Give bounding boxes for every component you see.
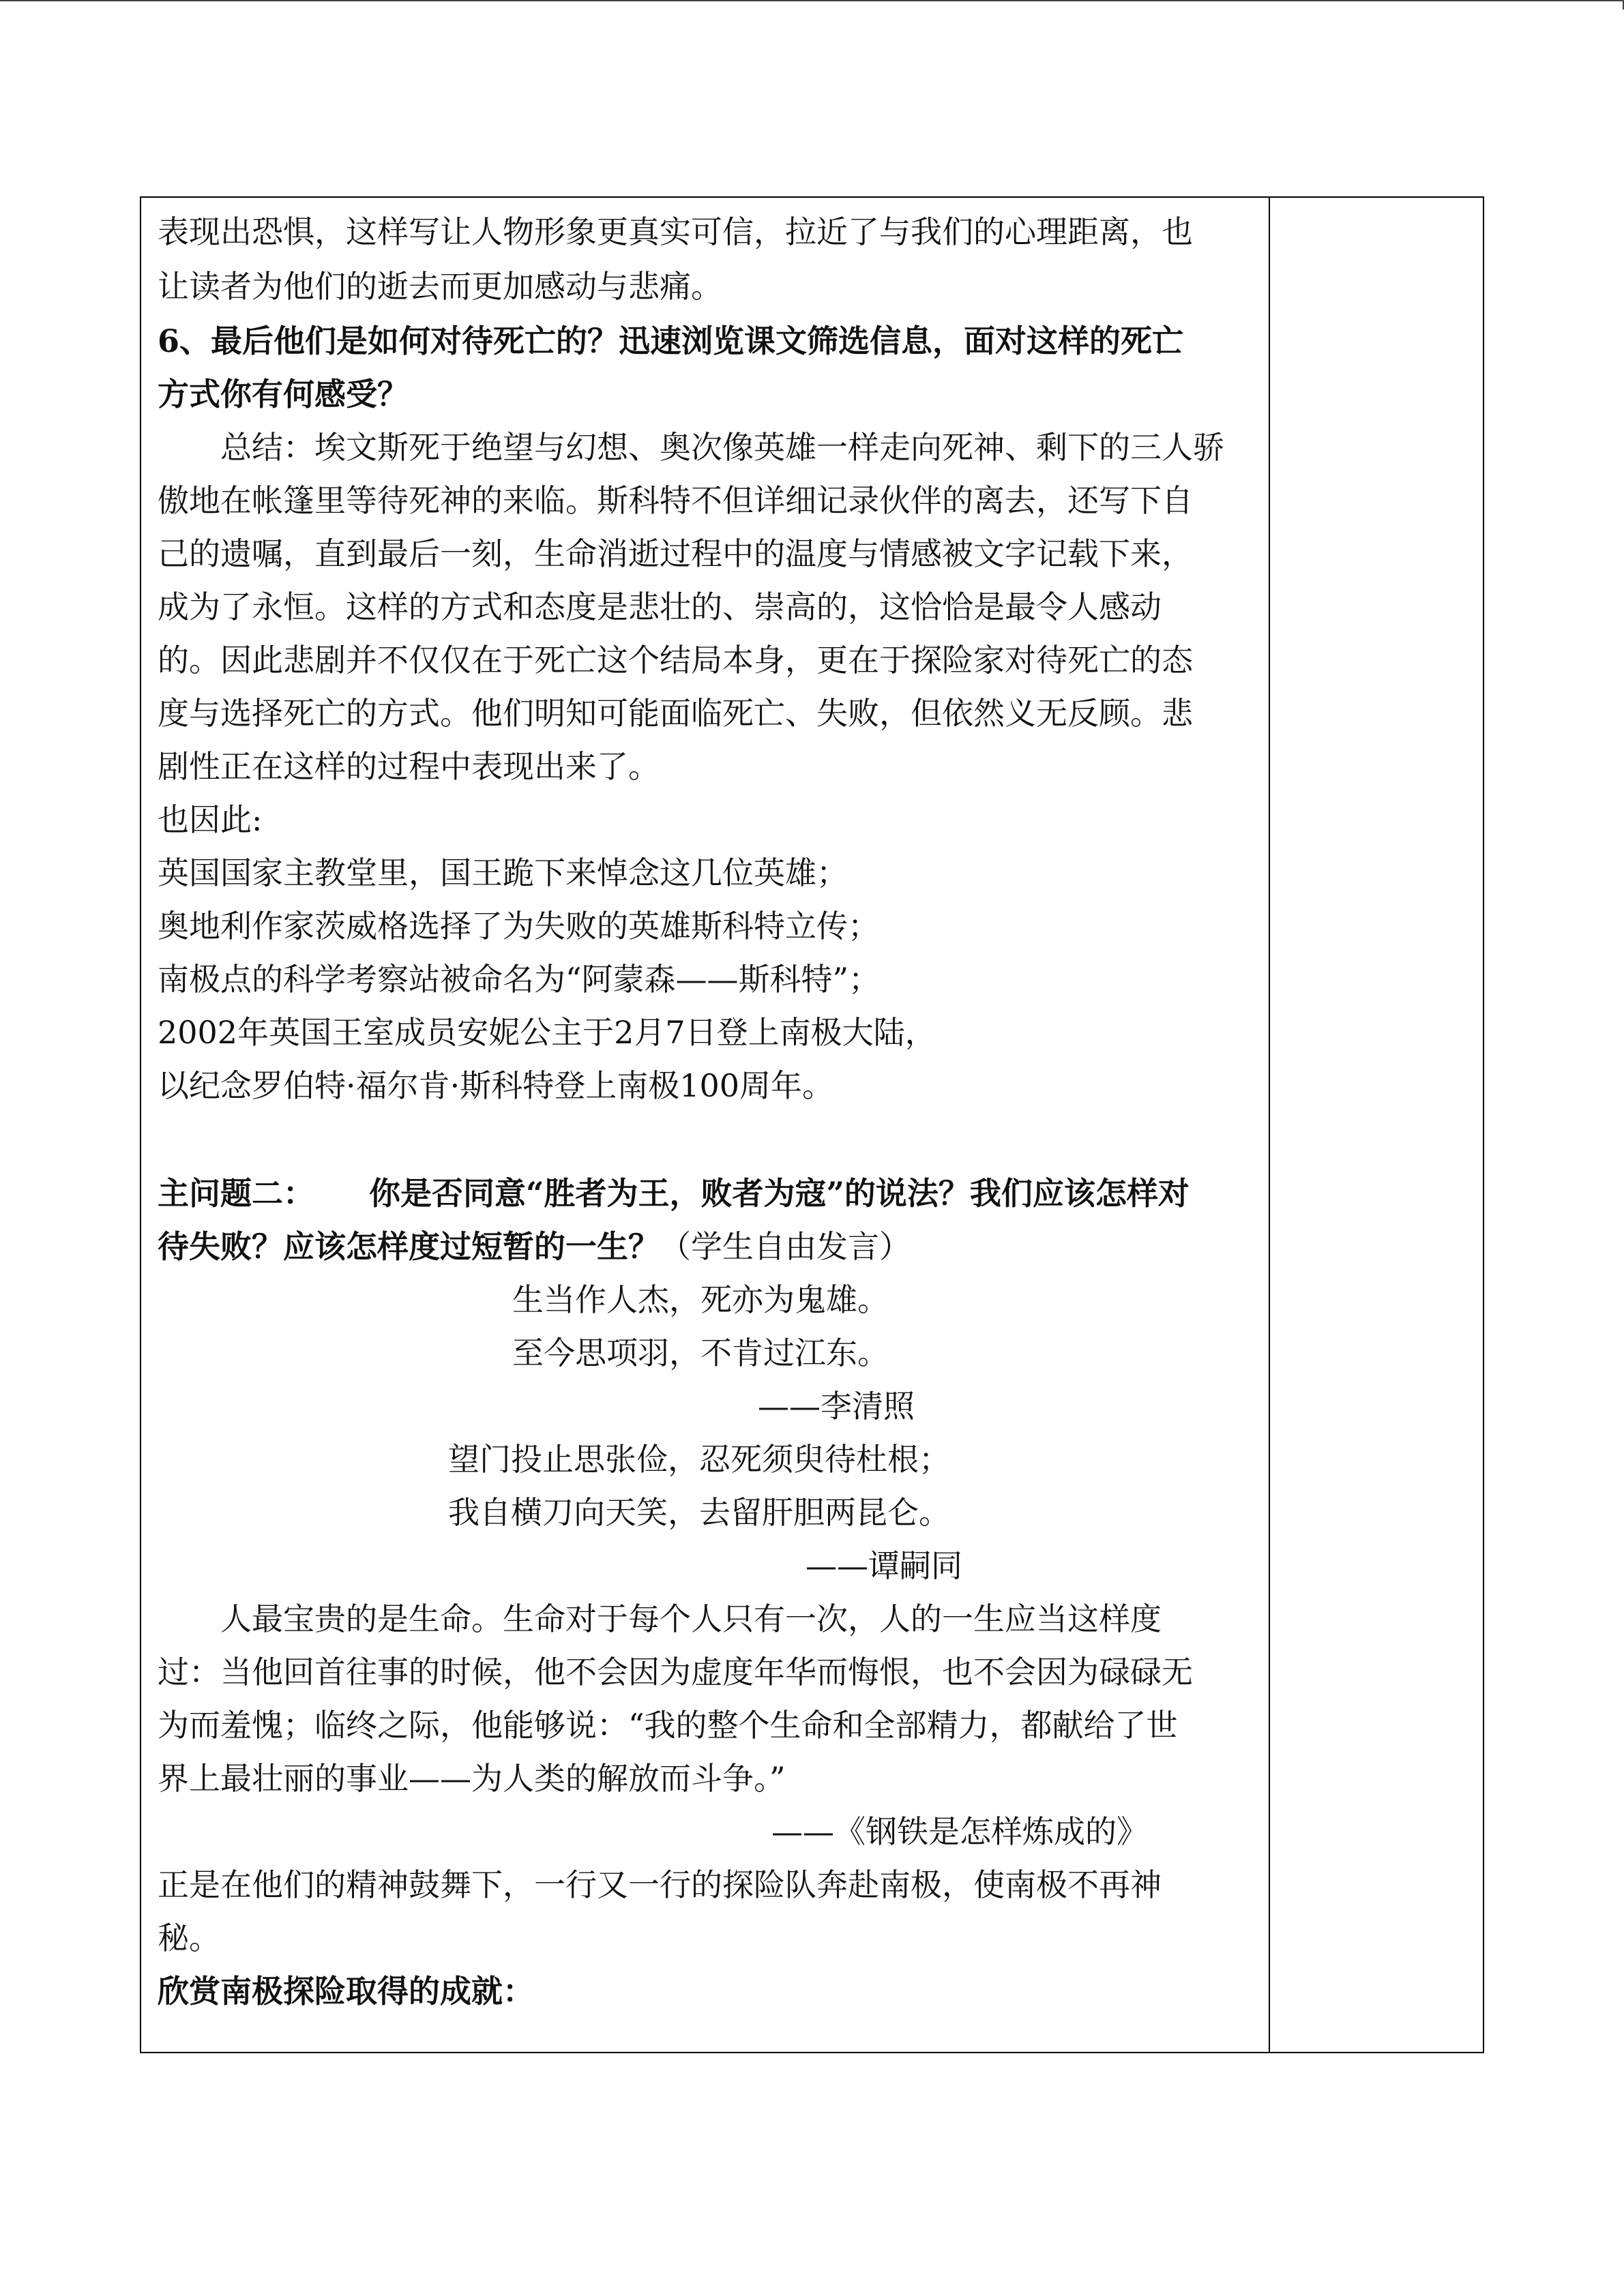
text-line: 的。因此悲剧并不仅仅在于死亡这个结局本身，更在于探险家对待死亡的态 xyxy=(158,642,1193,679)
text-line: 度与选择死亡的方式。他们明知可能面临死亡、失败，但依然义无反顾。悲 xyxy=(158,695,1193,732)
text-line: 己的遗嘱，直到最后一刻，生命消逝过程中的温度与情感被文字记载下来， xyxy=(158,535,1193,572)
main-question-text: 你是否同意“胜者为王，败者为寇”的说法？我们应该怎样对 xyxy=(369,1175,1190,1212)
quote-line: 为而羞愧；临终之际，他能够说：“我的整个生命和全部精力，都献给了世 xyxy=(158,1707,1178,1744)
student-note: （学生自由发言） xyxy=(660,1228,911,1265)
text-line: 英国国家主教堂里，国王跪下来悼念这几位英雄； xyxy=(158,854,848,891)
main-question-text: 待失败？应该怎样度过短暂的一生？ xyxy=(158,1228,660,1265)
text-line: 傲地在帐篷里等待死神的来临。斯科特不但详细记录伙伴的离去，还写下自 xyxy=(158,482,1193,519)
quote-paragraph: 人最宝贵的是生命。生命对于每个人只有一次，人的一生应当这样度 xyxy=(220,1600,1162,1637)
text-line: 以纪念罗伯特·福尔肯·斯科特登上南极100周年。 xyxy=(158,1067,834,1104)
question-heading: 方式你有何感受？ xyxy=(158,376,409,413)
lesson-plan-table xyxy=(140,196,1484,2053)
poem-author: ——李清照 xyxy=(758,1388,915,1425)
quote-line: 界上最壮丽的事业——为人类的解放而斗争。” xyxy=(158,1760,786,1797)
text-line: 成为了永恒。这样的方式和态度是悲壮的、崇高的，这恰恰是最令人感动 xyxy=(158,588,1162,625)
text-line: 南极点的科学考察站被命名为“阿蒙森——斯科特”； xyxy=(158,961,881,998)
main-question-line xyxy=(158,1226,911,1267)
text-line: 正是在他们的精神鼓舞下，一行又一行的探险队奔赴南极，使南极不再神 xyxy=(158,1866,1162,1903)
text-line: 2002年英国王室成员安妮公主于2月7日登上南极大陆， xyxy=(158,1014,936,1051)
text-line: 表现出恐惧，这样写让人物形象更真实可信，拉近了与我们的心理距离，也 xyxy=(158,213,1193,250)
poem-author: ——谭嗣同 xyxy=(806,1547,962,1584)
text-line: 也因此: xyxy=(158,801,263,838)
text-line: 剧性正在这样的过程中表现出来了。 xyxy=(158,748,660,785)
page-top-edge xyxy=(0,0,1624,1)
question-heading: 6、最后他们是如何对待死亡的？迅速浏览课文筛选信息，面对这样的死亡 xyxy=(158,323,1184,359)
text-line: 秘。 xyxy=(158,1920,220,1956)
section-heading: 欣赏南极探险取得的成就： xyxy=(158,1973,534,2010)
summary-paragraph: 总结：埃文斯死于绝望与幻想、奥次像英雄一样走向死神、剩下的三人骄 xyxy=(220,429,1224,466)
poem-line: 望门投止思张俭，忍死须臾待杜根； xyxy=(448,1441,950,1478)
column-divider xyxy=(1269,198,1270,2052)
quote-line: 过：当他回首往事的时候，他不会因为虚度年华而悔恨，也不会因为碌碌无 xyxy=(158,1654,1193,1690)
poem-line: 生当作人杰，死亦为鬼雄。 xyxy=(512,1281,889,1318)
text-line: 奥地利作家茨威格选择了为失败的英雄斯科特立传； xyxy=(158,908,879,944)
poem-line: 至今思项羽，不肯过江东。 xyxy=(512,1335,889,1371)
text-line: 让读者为他们的逝去而更加感动与悲痛。 xyxy=(158,268,722,305)
main-question-label: 主问题二： xyxy=(158,1175,314,1212)
notes-column-cell xyxy=(1271,198,1483,2052)
poem-line: 我自横刀向天笑，去留肝胆两昆仑。 xyxy=(448,1494,950,1531)
quote-source: ——《钢铁是怎样炼成的》 xyxy=(771,1813,1148,1850)
